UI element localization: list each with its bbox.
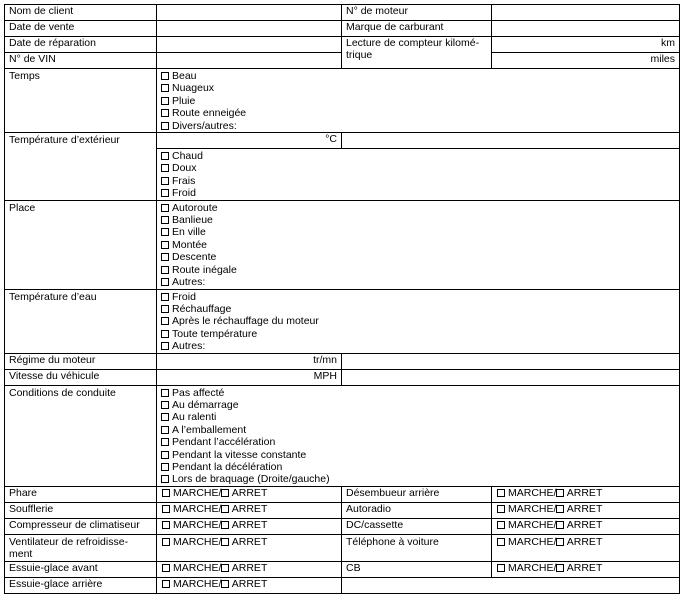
- checkbox-icon: [161, 164, 169, 172]
- field-vitesse[interactable]: [157, 369, 342, 385]
- place-option[interactable]: Autres:: [161, 276, 675, 288]
- checkbox-icon: [556, 505, 564, 513]
- label-regime: Régime du moteur: [5, 353, 157, 369]
- place-option[interactable]: Descente: [161, 251, 675, 263]
- label-essuie-avant: Essuie-glace avant: [5, 561, 157, 577]
- checkbox-icon: [556, 538, 564, 546]
- checkbox-icon: [161, 152, 169, 160]
- switch-phare[interactable]: MARCHE/ ARRET: [157, 486, 342, 502]
- label-temp-eau: Température d’eau: [5, 289, 157, 353]
- label-temps: Temps: [5, 69, 157, 133]
- checkbox-icon: [162, 505, 170, 513]
- temps-option[interactable]: Beau: [161, 70, 675, 82]
- switch-desembueur[interactable]: MARCHE/ ARRET: [492, 486, 680, 502]
- checkbox-icon: [497, 564, 505, 572]
- conditions-option[interactable]: Au démarrage: [161, 399, 675, 411]
- conditions-option[interactable]: Pendant la vitesse constante: [161, 449, 675, 461]
- checkbox-icon: [161, 463, 169, 471]
- switch-compresseur[interactable]: MARCHE/ ARRET: [157, 518, 342, 534]
- checkbox-icon: [221, 505, 229, 513]
- checkbox-icon: [161, 401, 169, 409]
- checkbox-icon: [161, 278, 169, 286]
- checkbox-icon: [497, 521, 505, 529]
- conditions-option[interactable]: Au ralenti: [161, 411, 675, 423]
- field-marque-carburant[interactable]: [492, 21, 680, 37]
- checkbox-icon: [162, 489, 170, 497]
- switch-soufflerie[interactable]: MARCHE/ ARRET: [157, 502, 342, 518]
- temps-option[interactable]: Route enneigée: [161, 107, 675, 119]
- label-soufflerie: Soufflerie: [5, 502, 157, 518]
- checkbox-icon: [161, 389, 169, 397]
- field-vin[interactable]: [157, 53, 342, 69]
- temp-eau-options: [157, 289, 680, 353]
- label-conditions: Conditions de conduite: [5, 385, 157, 486]
- checkbox-icon: [221, 538, 229, 546]
- conditions-options: [157, 385, 680, 486]
- temps-option[interactable]: Divers/autres:: [161, 120, 675, 132]
- label-compteur: [342, 37, 492, 69]
- field-temp-ext[interactable]: [157, 133, 342, 149]
- label-phare: Phare: [5, 486, 157, 502]
- place-option[interactable]: Autoroute: [161, 202, 675, 214]
- checkbox-icon: [162, 564, 170, 572]
- checkbox-icon: [221, 580, 229, 588]
- label-cb: CB: [342, 561, 492, 577]
- switch-ventilateur[interactable]: MARCHE/ ARRET: [157, 534, 342, 561]
- place-option[interactable]: En ville: [161, 226, 675, 238]
- label-date-reparation: Date de réparation: [5, 37, 157, 53]
- temp-eau-option[interactable]: Autres:: [161, 340, 675, 352]
- switch-autoradio[interactable]: MARCHE/ ARRET: [492, 502, 680, 518]
- checkbox-icon: [161, 330, 169, 338]
- place-options: [157, 200, 680, 289]
- temps-option[interactable]: Pluie: [161, 95, 675, 107]
- label-nom-client: Nom de client: [5, 5, 157, 21]
- label-compresseur: Compresseur de climatiseur: [5, 518, 157, 534]
- label-date-vente: Date de vente: [5, 21, 157, 37]
- checkbox-icon: [161, 253, 169, 261]
- temps-options: [157, 69, 680, 133]
- checkbox-icon: [161, 266, 169, 274]
- unit-mph: MPH: [313, 369, 337, 382]
- checkbox-icon: [161, 109, 169, 117]
- temp-ext-option[interactable]: Doux: [161, 162, 675, 174]
- checkbox-icon: [497, 489, 505, 497]
- checkbox-icon: [497, 538, 505, 546]
- checkbox-icon: [162, 538, 170, 546]
- place-option[interactable]: Banlieue: [161, 214, 675, 226]
- checkbox-icon: [161, 241, 169, 249]
- diagnostic-form: [4, 4, 680, 594]
- checkbox-icon: [221, 489, 229, 497]
- unit-km: km: [661, 37, 675, 49]
- essuie-arriere-blank: [342, 577, 680, 593]
- temp-ext-option[interactable]: Frais: [161, 175, 675, 187]
- field-no-moteur[interactable]: [492, 5, 680, 21]
- checkbox-icon: [221, 564, 229, 572]
- checkbox-icon: [161, 177, 169, 185]
- temp-eau-option[interactable]: Réchauffage: [161, 303, 675, 315]
- label-temp-ext: Température d’extérieur: [5, 133, 157, 201]
- switch-telephone[interactable]: MARCHE/ ARRET: [492, 534, 680, 561]
- temp-eau-option[interactable]: Après le réchauffage du moteur: [161, 315, 675, 327]
- label-vitesse: Vitesse du véhicule: [5, 369, 157, 385]
- place-option[interactable]: Montée: [161, 239, 675, 251]
- label-autoradio: Autoradio: [342, 502, 492, 518]
- checkbox-icon: [161, 293, 169, 301]
- checkbox-icon: [161, 451, 169, 459]
- checkbox-icon: [161, 342, 169, 350]
- checkbox-icon: [161, 438, 169, 446]
- label-essuie-arriere: Essuie-glace arrière: [5, 577, 157, 593]
- place-option[interactable]: Route inégale: [161, 264, 675, 276]
- temp-eau-option[interactable]: Froid: [161, 291, 675, 303]
- unit-trmn: tr/mn: [313, 353, 337, 366]
- vitesse-blank: [342, 369, 680, 385]
- field-miles[interactable]: [492, 53, 680, 69]
- temp-ext-options: [157, 149, 680, 201]
- checkbox-icon: [221, 521, 229, 529]
- label-vin: N° de VIN: [5, 53, 157, 69]
- checkbox-icon: [161, 475, 169, 483]
- conditions-option[interactable]: Lors de braquage (Droite/gauche): [161, 473, 675, 485]
- compteur-line2: trique: [346, 49, 373, 62]
- checkbox-icon: [556, 564, 564, 572]
- checkbox-icon: [161, 426, 169, 434]
- regime-blank: [342, 353, 680, 369]
- checkbox-icon: [556, 489, 564, 497]
- checkbox-icon: [161, 84, 169, 92]
- temp-ext-blank: [342, 133, 680, 149]
- conditions-option[interactable]: A l’emballement: [161, 424, 675, 436]
- field-date-vente[interactable]: [157, 21, 342, 37]
- conditions-option[interactable]: Pendant l’accélération: [161, 436, 675, 448]
- checkbox-icon: [497, 505, 505, 513]
- checkbox-icon: [161, 216, 169, 224]
- temps-option[interactable]: Nuageux: [161, 82, 675, 94]
- temp-ext-option[interactable]: Froid: [161, 187, 675, 199]
- checkbox-icon: [161, 122, 169, 130]
- unit-miles: miles: [650, 53, 675, 65]
- unit-celsius: °C: [325, 133, 337, 146]
- label-desembueur: Désembueur arrière: [342, 486, 492, 502]
- checkbox-icon: [161, 189, 169, 197]
- label-place: Place: [5, 200, 157, 289]
- temp-eau-option[interactable]: Toute température: [161, 328, 675, 340]
- conditions-option[interactable]: Pendant la décélération: [161, 461, 675, 473]
- label-no-moteur: N° de moteur: [342, 5, 492, 21]
- field-date-reparation[interactable]: [157, 37, 342, 53]
- label-ventilateur: Ventilateur de refroidisse- ment: [5, 534, 157, 561]
- checkbox-icon: [556, 521, 564, 529]
- label-dc-cassette: DC/cassette: [342, 518, 492, 534]
- label-telephone: Téléphone à voiture: [342, 534, 492, 561]
- compteur-line1: Lecture de compteur kilomé-: [346, 37, 480, 49]
- checkbox-icon: [161, 228, 169, 236]
- checkbox-icon: [162, 580, 170, 588]
- checkbox-icon: [162, 521, 170, 529]
- checkbox-icon: [161, 204, 169, 212]
- switch-essuie-avant[interactable]: MARCHE/ ARRET: [157, 561, 342, 577]
- temp-ext-option[interactable]: Chaud: [161, 150, 675, 162]
- conditions-option[interactable]: Pas affecté: [161, 387, 675, 399]
- checkbox-icon: [161, 72, 169, 80]
- field-regime[interactable]: [157, 353, 342, 369]
- switch-dc-cassette[interactable]: MARCHE/ ARRET: [492, 518, 680, 534]
- field-nom-client[interactable]: [157, 5, 342, 21]
- checkbox-icon: [161, 317, 169, 325]
- checkbox-icon: [161, 305, 169, 313]
- field-km[interactable]: [492, 37, 680, 53]
- switch-cb[interactable]: MARCHE/ ARRET: [492, 561, 680, 577]
- checkbox-icon: [161, 413, 169, 421]
- label-marque-carburant: Marque de carburant: [342, 21, 492, 37]
- switch-essuie-arriere[interactable]: MARCHE/ ARRET: [157, 577, 342, 593]
- checkbox-icon: [161, 97, 169, 105]
